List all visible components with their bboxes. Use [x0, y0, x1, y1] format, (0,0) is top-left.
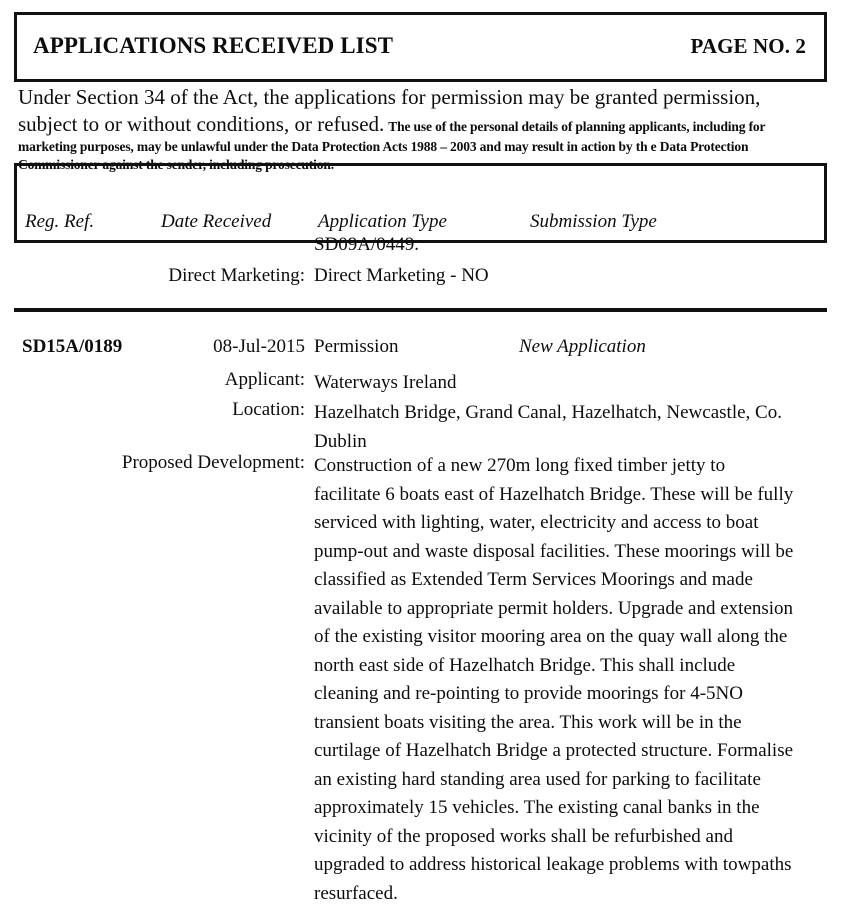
record-applicant-value: Waterways Ireland	[314, 372, 457, 393]
notice-main-text: Under Section 34 of the Act, the applications for permission may be granted permission, subject to or without conditions, or refused.	[18, 85, 761, 136]
column-header-date-received: Date Received	[161, 211, 272, 232]
record-separator-rule	[14, 308, 827, 312]
record-proposed-development-label: Proposed Development:	[121, 452, 305, 473]
page-number: PAGE NO. 2	[690, 34, 806, 58]
record-submission-type: New Application	[519, 336, 646, 357]
title-box	[14, 12, 827, 82]
continued-direct-marketing-value: Direct Marketing - NO	[314, 265, 489, 286]
record-location-value: Hazelhatch Bridge, Grand Canal, Hazelhatch, Newcastle, Co. Dublin	[314, 402, 782, 452]
record-reg-ref: SD15A/0189	[22, 336, 123, 357]
column-header-submission-type: Submission Type	[530, 211, 657, 232]
column-header-application-type: Application Type	[318, 211, 447, 232]
column-header-reg-ref: Reg. Ref.	[25, 211, 95, 232]
record-location-label: Location:	[232, 399, 305, 420]
record-date-received: 08-Jul-2015	[213, 336, 305, 357]
continued-direct-marketing-label: Direct Marketing:	[168, 265, 305, 286]
column-header-row	[17, 211, 824, 239]
record-proposed-development-value: Construction of a new 270m long fixed timber jetty to facilitate 6 boats east of Hazelhatch Bridge. These will be fully serviced with lighting, water, electricity and access to boat pump-out and waste disposal facilities. These moorings will be classified as Extended Term Services Moorings and made available to appropriate permit holders. Upgrade and extension of the existing visitor mooring area on the quay wall along the north east side of Hazelhatch Bridge. This shall include cleaning and re-pointing to provide moorings for 4-5NO transient boats visiting the area. This work will be in the curtilage of Hazelhatch Bridge a protected structure. Formalise an existing hard standing area used for parking to facilitate approximately 15 vehicles. The existing canal banks in the vicinity of the proposed works shall be refurbished and upgraded to address historical leakage problems with towpaths resurfaced.	[314, 455, 794, 904]
record-application-type: Permission	[314, 336, 399, 357]
continued-previous-reference: SD09A/0449.	[314, 234, 420, 255]
title-row	[17, 33, 824, 59]
column-header-box	[14, 163, 827, 243]
record-applicant-label: Applicant:	[224, 369, 305, 390]
page-title: APPLICATIONS RECEIVED LIST	[33, 33, 394, 58]
legal-notice	[18, 84, 818, 174]
notice-fine-print: The use of the personal details of planning applicants, including for marketing purposes, may be unlawful under the Data Protection Acts 1988 – 2003 and may result in action by th e Data Protection Commissioner against the sender, including prosecution.	[18, 119, 766, 172]
